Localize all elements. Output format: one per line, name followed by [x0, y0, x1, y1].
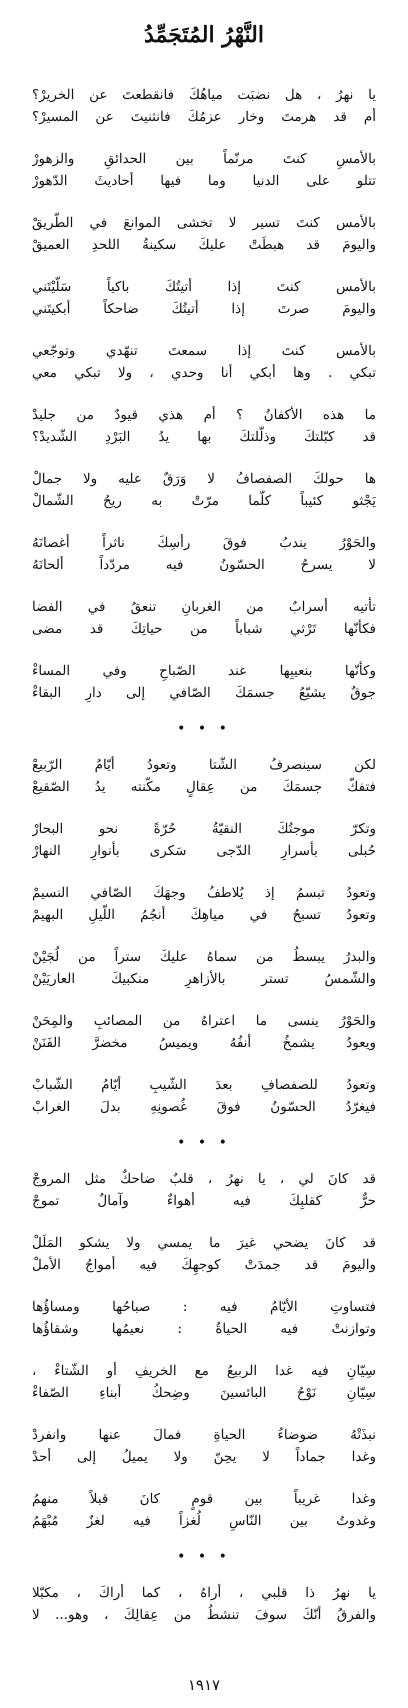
- verse-line: بالأمس كنتَ إذا سمعتَ تنهّدي وتوجّعي: [32, 343, 376, 359]
- verse-line: وتعودُ تسبحُ في مياهِكَ أنجُمُ اللّيلِ البهيمْ: [32, 907, 376, 923]
- stanza: [32, 532, 376, 576]
- stanza: [32, 1296, 376, 1340]
- verse-line: والحَوْرُ يندبُ فوقَ رأسِكَ ناثراً أغصانَهُ: [32, 535, 376, 551]
- verse-line: وغدوتُ بين النّاسِ لُغزاً فيه لغزٌ مُبْهَمُ: [32, 1513, 376, 1529]
- stanza: [32, 1424, 376, 1468]
- stanza: [32, 468, 376, 512]
- verse-line: بالأمسِ كنتَ مرنّماً بين الحدائقِ والزهورْ: [32, 151, 376, 167]
- verse-line: يا نهرُ ذا قلبي ، أراهُ ، كما أراكَ ، مكبّلا: [32, 1585, 376, 1601]
- stanza: [32, 882, 376, 926]
- stanza-separator: • • •: [177, 721, 231, 737]
- stanza: [32, 148, 376, 192]
- verse-line: بالأمس كنتَ تسير لا تخشى الموانعَ في الطّريقْ: [32, 215, 376, 231]
- stanza: [32, 660, 376, 704]
- stanza: [32, 1488, 376, 1532]
- stanza: [32, 818, 376, 862]
- stanza: [32, 1168, 376, 1212]
- poem-title: النَّهْرُ المُتَجَمِّدُ: [143, 22, 265, 48]
- verse-line: وغدا جماداً لا يحِنّ ولا يميلُ إلى أحدْ: [32, 1449, 376, 1465]
- verse-line: واليومَ قد هبطَتْ عليكَ سكينةُ اللحدِ العميقْ: [32, 237, 376, 253]
- stanza-separator: • • •: [177, 1549, 231, 1565]
- verse-line: سِيّانِ فيه غدا الربيعُ مع الخريفِ أو الشّتاءْ ،: [32, 1363, 376, 1379]
- verse-line: فتفكّ جسمَكَ من عِقالٍ مكّنته يدُ الصّقيعْ: [32, 779, 376, 795]
- stanza: [32, 404, 376, 448]
- stanza: [32, 1010, 376, 1054]
- verse-line: وغدا غريباً بين قومٍ كانَ قبلاً منهمُ: [32, 1491, 376, 1507]
- poem-body: [32, 84, 376, 1646]
- verse-line: وتعودُ للصفصافِ بعدَ الشّيبِ أيّامُ الشّبابْ: [32, 1077, 376, 1093]
- verse-line: والبدرُ يبسطُ من سماهُ عليكَ ستراً من لُجَيْنْ: [32, 949, 376, 965]
- verse-line: واليومَ صرتَ إذا أتيتُكَ ضاحكاً أبكيتَني: [32, 301, 376, 317]
- verse-line: والحَوْرُ ينسى ما اعتراهُ من المصائبِ والمِحَنْ: [32, 1013, 376, 1029]
- verse-line: ويعودُ يشمخُ أنفُهُ ويميسُ مخضرَّ الفَنَنْ: [32, 1035, 376, 1051]
- verse-line: ها حولكَ الصفصافُ لا وَرَقٌ عليه ولا جمالْ: [32, 471, 376, 487]
- verse-line: يَجْثو كئيباً كلّما مرّتْ به ريحُ الشّمالْ: [32, 493, 376, 509]
- verse-line: والفرقُ أنّكَ سوفَ تنشطُ من عِقالِكَ ، وهو... لا: [32, 1607, 376, 1623]
- verse-line: والشّمسُ تستر بالأزاهرِ منكبيكَ العاريَيْنْ: [32, 971, 376, 987]
- stanza: [32, 212, 376, 256]
- verse-line: لكن سينصرفُ الشّتا وتعودُ أيّامُ الرّبيعْ: [32, 757, 376, 773]
- verse-line: فيغرّدُ الحسّونُ فوقَ غُصونِهِ بدلَ الغرابْ: [32, 1099, 376, 1115]
- stanza: [32, 1582, 376, 1626]
- stanza: [32, 276, 376, 320]
- verse-line: نبذَتْهُ ضوضاءُ الحياةِ فمالَ عنها وانفردْ: [32, 1427, 376, 1443]
- verse-line: جوقٌ يشيّعُ جسمَكَ الصّافي إلى دارِ البقاءْ: [32, 685, 376, 701]
- verse-line: واليومَ قد جمدَتْ كوجهِكَ فيه أمواجُ الأملْ: [32, 1257, 376, 1273]
- verse-line: وتكرّ موجتُكَ النقيّةُ حُرّةً نحو البحارْ: [32, 821, 376, 837]
- stanza-separator: • • •: [177, 1135, 231, 1151]
- verse-line: فتساوتِ الأيّامُ فيه : صباحُها ومساؤُها: [32, 1299, 376, 1315]
- verse-line: تبكي . وها أبكي أنا وحدي ، ولا تبكي معي: [32, 365, 376, 381]
- verse-line: قد كبّلتكَ وذلّلتكَ بها يدُ البَرْدِ الشّديدْ؟: [32, 429, 376, 445]
- verse-line: وتعودُ تبسمُ إذ يُلاطفُ وجهَكَ الصّافي النسيمْ: [32, 885, 376, 901]
- stanza: [32, 596, 376, 640]
- stanza: [32, 1074, 376, 1118]
- verse-line: فكأنّها تَرْثي شباباً من حياتِكَ قد مضى: [32, 621, 376, 637]
- verse-line: سِيّانِ نَوْحُ البائسينَ وضِحكُ أبناءِ الصّفاءْ: [32, 1385, 376, 1401]
- verse-line: يا نهرُ ، هل نضبَت مياهُكَ فانقطعتَ عن الخريرْ؟: [32, 87, 376, 103]
- verse-line: أم قد هرمتَ وخار عزمُكَ فانثنيتَ عن المسيرْ؟: [32, 109, 376, 125]
- stanza: [32, 754, 376, 798]
- stanza: [32, 946, 376, 990]
- verse-line: قد كانَ يضحي غيرَ ما يمسي ولا يشكو المَلَلْ: [32, 1235, 376, 1251]
- verse-line: حُبلى بأسرارِ الدّجى سَكرى بأنوارِ النهارْ: [32, 843, 376, 859]
- verse-line: حرٌّ كقلبِكَ فيه أهواءٌ وآمالٌ تموجْ: [32, 1193, 376, 1209]
- verse-line: قد كانَ لي ، يا نهرُ ، قلبٌ ضاحكٌ مثل المروجْ: [32, 1171, 376, 1187]
- stanza: [32, 84, 376, 128]
- stanza: [32, 340, 376, 384]
- stanza: [32, 1360, 376, 1404]
- verse-line: ما هذه الأكفانُ ؟ أم هذي قيودٌ من جليدْ: [32, 407, 376, 423]
- verse-line: بالأمس كنتَ إذا أتيتُكَ باكياً سَلّيْتَني: [32, 279, 376, 295]
- verse-line: تأتيه أسرابٌ من الغربانِ تنعقُ في الفضا: [32, 599, 376, 615]
- poem-year: ١٩١٧: [187, 1676, 221, 1694]
- stanza: [32, 1232, 376, 1276]
- verse-line: وتوازنتْ فيه الحياةُ : نعيمُها وشقاؤُها: [32, 1321, 376, 1337]
- verse-line: وكأنّها بنعيبِها عند الصّباحِ وفي المساءْ: [32, 663, 376, 679]
- verse-line: لا يسرحُ الحسّونُ فيه مردّداً ألحانَهُ: [32, 557, 376, 573]
- verse-line: تتلو على الدنيا وما فيها أحاديثَ الدّهورْ: [32, 173, 376, 189]
